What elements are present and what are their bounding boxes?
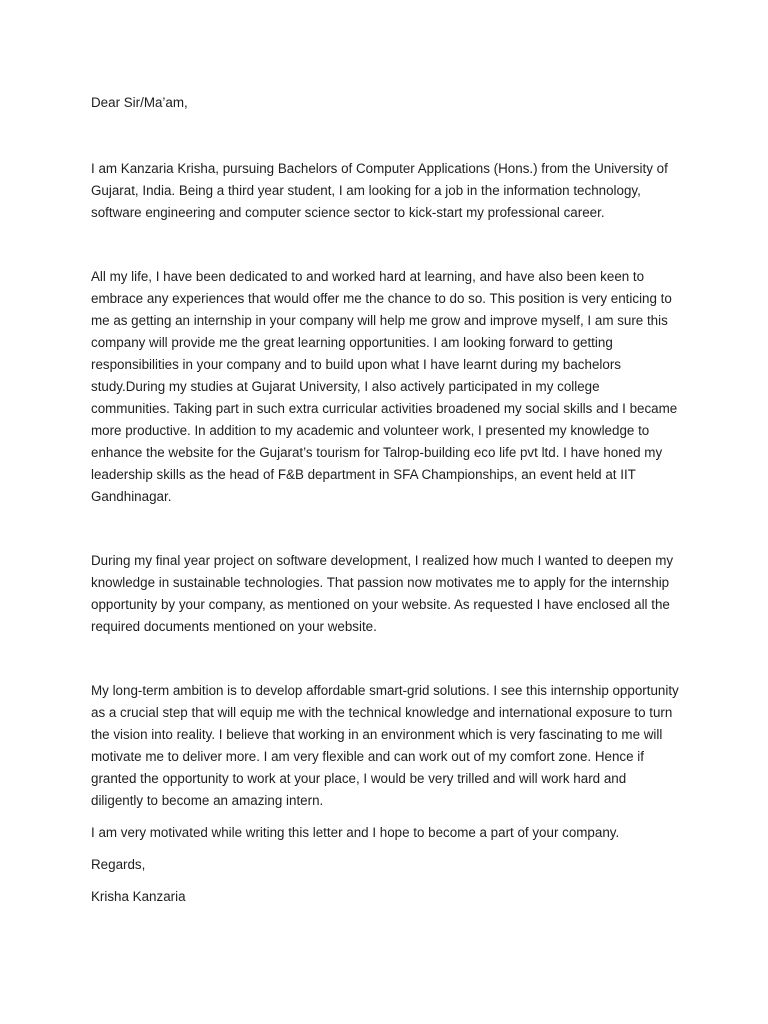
letter-salutation: Dear Sir/Ma’am, — [91, 95, 188, 110]
paragraph-project: During my final year project on software development, I realized how much I wanted to deepen my knowledge in sustainable technologies. That passion now motivates me to apply for the internship opportunity by your company, as mentioned on your website. As requested I have enclosed all the required documents mentioned on your website. — [91, 553, 674, 634]
paragraph-ambition: My long-term ambition is to develop affordable smart-grid solutions. I see this internship opportunity as a crucial step that will equip me with the technical knowledge and international exposure to turn the vision into reality. I believe that working in an environment which is very fascinating to me will motivate me to deliver more. I am very flexible and can work out of my comfort zone. Hence if granted the opportunity to work at your place, I would be very trilled and will work hard and diligently to become an amazing intern. — [91, 683, 679, 808]
paragraph-experience: All my life, I have been dedicated to and worked hard at learning, and have also been keen to embrace any experiences that would offer me the chance to do so. This position is very enticing to me as getting an internship in your company will help me grow and improve myself, I am sure this company will provide me the great learning opportunities. I am looking forward to getting responsibilities in your company and to build upon what I have learnt during my bachelors study.During my studies at Gujarat University, I also actively participated in my college communities. Taking part in such extra curricular activities broadened my social skills and I became more productive. In addition to my academic and volunteer work, I presented my knowledge to enhance the website for the Gujarat’s tourism for Talrop-building eco life pvt ltd. I have honed my leadership skills as the head of F&B department in SFA Championships, an event held at IIT Gandhinagar. — [91, 269, 678, 504]
paragraph-motivation: I am very motivated while writing this letter and I hope to become a part of your company. — [91, 825, 620, 840]
letter-signature: Krisha Kanzaria — [91, 889, 186, 904]
cover-letter — [91, 92, 681, 908]
letter-closing: Regards, — [91, 857, 146, 872]
paragraph-introduction: I am Kanzaria Krisha, pursuing Bachelors of Computer Applications (Hons.) from the University of Gujarat, India. Being a third year student, I am looking for a job in the information technology, software engineering and computer science sector to kick-start my professional career. — [91, 161, 668, 220]
